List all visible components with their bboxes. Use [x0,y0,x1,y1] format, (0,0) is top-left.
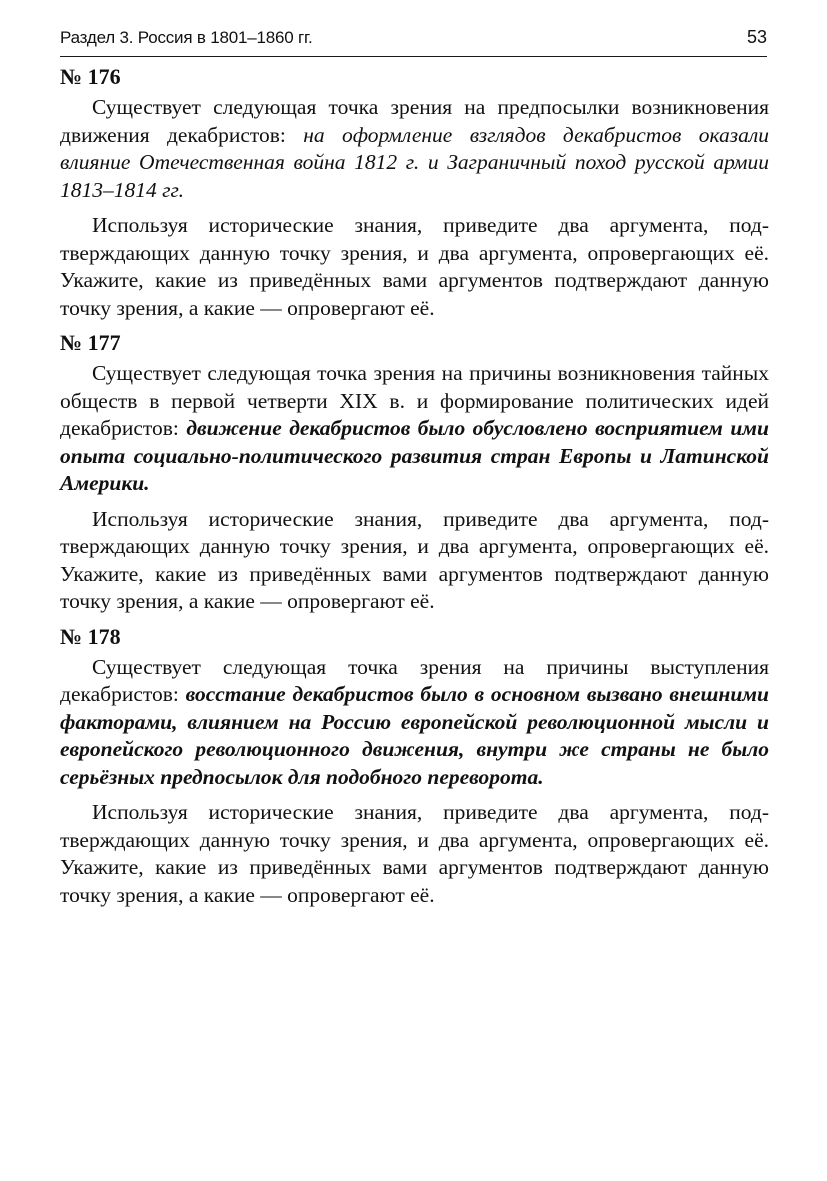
task-statement [60,654,769,792]
viewpoint-text: восстание декабристов было в основном вызвано внешними факторами, влиянием на Россию европейской революционной мысли и европейского революционного движения, внутри же страны не было серьёзных предпосылок для подобного переворота. [60,682,769,789]
task-177 [60,328,769,616]
task-statement [60,94,769,204]
running-header [60,22,767,57]
statement-intro: Существует следующая точка зрения на причины возникновения тайных обществ в первой четверти XIX в. и формирование политических идей декабристов: [60,361,769,440]
task-178 [60,622,769,910]
task-instruction: Используя исторические знания, приведите два аргумента, подтверждающих данную точку зрения, и два аргумента, опровергающих её. Укажите, какие из приведённых вами аргументов подтверждают данную точку зрения, а какие — опровергают её. [60,800,769,907]
statement-intro: Существует следующая точка зрения на причины выступления декабристов: [60,654,769,706]
section-title: Раздел 3. Россия в 1801–1860 гг. [60,28,313,47]
task-instruction: Используя исторические знания, приведите два аргумента, подтверждающих данную точку зрения, и два аргумента, опровергающих её. Укажите, какие из приведённых вами аргументов подтверждают данную точку зрения, а какие — опровергают её. [60,213,769,320]
viewpoint-text: на оформление взглядов декабристов оказали влияние Отечественная война 1812 г. и Заграничный поход русской армии 1813–1814 гг. [60,122,770,202]
page-number: 53 [746,27,767,47]
task-number: № 178 [60,623,121,649]
task-number: № 176 [60,64,121,89]
task-176 [60,62,769,322]
task-instruction: Используя исторические знания, приведите два аргумента, подтверждающих данную точку зрения, и два аргумента, опровергающих её. Укажите, какие из приведённых вами аргументов подтверждают данную точку зрения, а какие — опровергают её. [60,506,769,613]
viewpoint-text: движение декабристов было обусловлено восприятием ими опыта социально-политического развития стран Европы и Латинской Америки. [60,416,769,495]
statement-intro: Существует следующая точка зрения на предпосылки возникновения движения декабристов: [60,95,769,147]
task-statement [60,360,769,498]
page-content [60,62,769,909]
task-number: № 177 [60,330,121,355]
